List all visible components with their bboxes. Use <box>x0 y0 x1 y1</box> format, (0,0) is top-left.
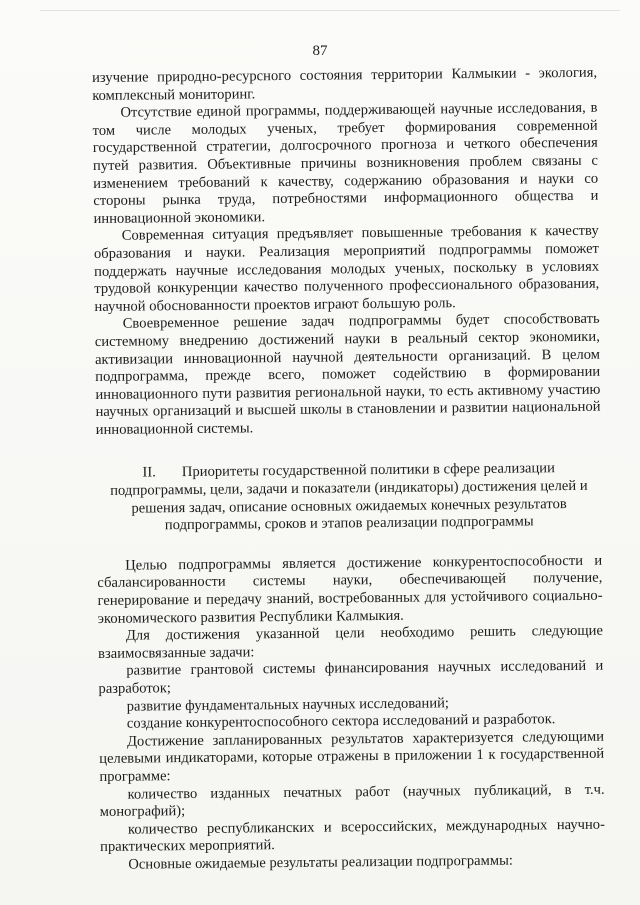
list-item: количество изданных печатных работ (научных публикаций, в т.ч. монографий); <box>99 781 605 821</box>
paragraph: Для достижения указанной цели необходимо решить следующие взаимосвязанные задачи: <box>98 622 603 662</box>
paragraph: изучение природно-ресурсного состояния территории Калмыкии - экология, комплексный мониторинг. <box>92 64 598 104</box>
paragraph: Достижение запланированных результатов характеризуется следующими целевыми индикаторами, которые отражены в приложении 1 к государственной программе: <box>99 728 605 785</box>
section-title: Приоритеты государственной политики в сфере реализации подпрограммы, цели, задачи и показатели (индикаторы) достижения целей и решения задач, описание основных ожидаемых конечных результатов подпрограммы, сроков и этапов реализации подпрограммы <box>110 460 588 534</box>
list-item: развитие грантовой системы финансирования научных исследований и разработок; <box>98 658 604 697</box>
list-item: количество республиканских и всероссийских, международных научно-практических мероприятий. <box>100 816 606 856</box>
paragraph: Своевременное решение задач подпрограммы будет способствовать системному внедрению достижений науки в реальный сектор экономики, активизации инновационной научной деятельности организаций. В целом подпрограмма, прежде всего, поможет содействию в формировании инновационного пути развития региональной науки, то есть активному участию научных организаций и высшей школы в становлении и развитии национальной инновационной системы. <box>94 311 601 438</box>
list-item: развитие фундаментальных научных исследований; <box>126 694 450 715</box>
top-edge-line <box>40 10 620 11</box>
paragraph: Современная ситуация предъявляет повышенные требования к качеству образования и науки. Реализация мероприятий подпрограммы поможет поддержать научные исследования молодых ученых, поскольку в условиях трудовой конкуренции качество полученного профессионального образования, научной обоснованности проектов играют большую роль. <box>93 223 600 315</box>
paragraph: Основные ожидаемые результаты реализации подпрограммы: <box>128 852 514 873</box>
section-heading <box>96 460 602 536</box>
paragraph: Целью подпрограммы является достижение конкурентоспособности и сбалансированности системы науки, обеспечивающей получение, генерирование и передачу знаний, востребованных для устойчивого социально-экономического развития Республики Калмыкия. <box>97 552 603 627</box>
list-item: создание конкурентоспособного сектора исследований и разработок. <box>126 711 556 732</box>
paragraph: Отсутствие единой программы, поддерживающей научные исследования, в том числе молодых ученых, требует формирования современной государственной стратегии, долгосрочного прогноза и четкого обеспечения путей развития. Объективные причины возникновения проблем связаны с изменением требований к качеству, содержанию образования и науки со стороны рынка труда, потребностями информационного общества и инновационной экономики. <box>92 99 599 227</box>
page-number: 87 <box>312 43 328 59</box>
document-body <box>92 65 605 875</box>
section-number: II. <box>142 464 156 481</box>
